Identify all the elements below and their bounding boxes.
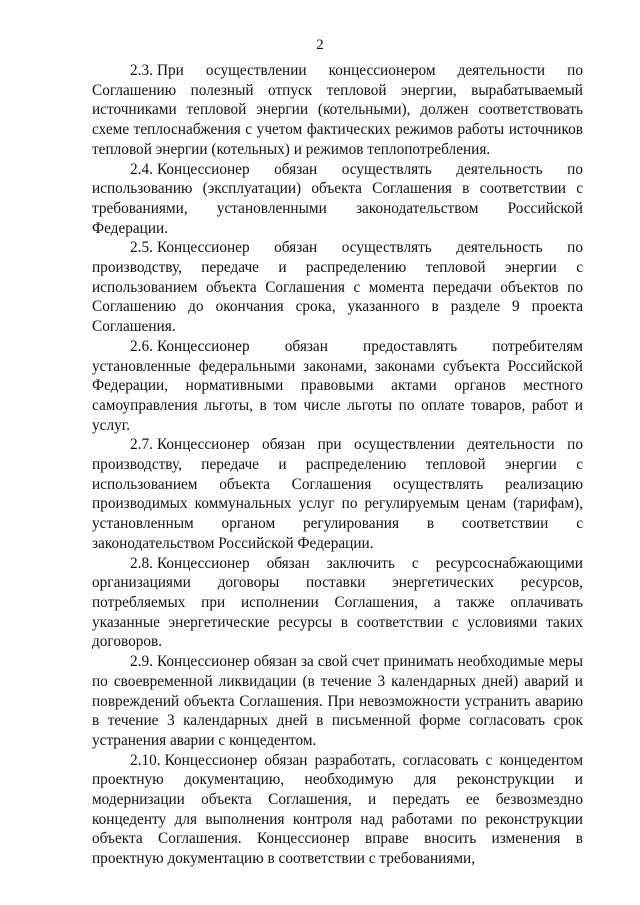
clause-number: 2.4. — [130, 160, 153, 178]
paragraph-2-6 — [92, 337, 583, 436]
clause-text: Концессионер обязан разработать, согласовать с концедентом проектную документацию, необходимую для реконструкции и модернизации объекта Соглашения, и передать ее безвозмездно концеденту для выполнения контроля над работами по реконструкции объекта Соглашения. Концессионер вправе вносить изменения в проектную документацию в соответствии с требованиями, — [92, 751, 583, 868]
paragraph-2-3 — [92, 61, 583, 160]
clause-text: При осуществлении концессионером деятельности по Соглашению полезный отпуск тепловой энергии, вырабатываемый источниками тепловой энергии (котельными), должен соответствовать схеме теплоснабжения с учетом фактических режимов работы источников тепловой энергии (котельных) и режимов теплопотребления. — [92, 62, 583, 158]
clause-number: 2.7. — [130, 436, 153, 454]
paragraph-2-10 — [92, 751, 583, 869]
paragraph-2-7 — [92, 435, 583, 553]
document-body — [92, 61, 583, 869]
clause-text: Концессионер обязан осуществлять деятельность по производству, передаче и распределению тепловой энергии с использованием объекта Соглашения с момента передачи объектов по Соглашению до окончания срока, указанного в разделе 9 проекта Соглашения. — [92, 239, 583, 336]
paragraph-2-4 — [92, 160, 583, 239]
clause-text: Концессионер обязан предоставлять потребителям установленные федеральными законами, законами субъекта Российской Федерации, нормативными правовыми актами органов местного самоуправления льготы, в том числе льготы по оплате товаров, работ и услуг. — [92, 337, 583, 434]
clause-number: 2.3. — [130, 62, 153, 79]
paragraph-2-9 — [92, 652, 583, 751]
clause-text: Концессионер обязан осуществлять деятельность по использованию (эксплуатации) объекта Соглашения в соответствии с требованиями, установленными законодательством Российской Федерации. — [92, 160, 583, 237]
clause-number: 2.10. — [130, 751, 161, 769]
clause-number: 2.8. — [130, 554, 153, 572]
page-number: 2 — [316, 37, 324, 53]
clause-number: 2.9. — [130, 653, 153, 671]
clause-number: 2.5. — [130, 239, 153, 257]
clause-number: 2.6. — [130, 337, 153, 355]
paragraph-2-8 — [92, 554, 583, 653]
clause-text: Концессионер обязан за свой счет принимать необходимые меры по своевременной ликвидации (в течение 3 календарных дней) аварий и повреждений объекта Соглашения. При невозможности устранить аварию в течение 3 календарных дней в письменной форме согласовать срок устранения аварии с концедентом. — [92, 653, 583, 749]
clause-text: Концессионер обязан при осуществлении деятельности по производству, передаче и распределению тепловой энергии с использованием объекта Соглашения осуществлять реализацию производимых коммунальных услуг по регулируемым ценам (тарифам), установленным органом регулирования в соответствии с законодательством Российской Федерации. — [92, 436, 583, 552]
clause-text: Концессионер обязан заключить с ресурсоснабжающими организациями договоры поставки энергетических ресурсов, потребляемых при исполнении Соглашения, а также оплачивать указанные энергетические ресурсы в соответствии с условиями таких договоров. — [92, 554, 583, 651]
paragraph-2-5 — [92, 238, 583, 337]
